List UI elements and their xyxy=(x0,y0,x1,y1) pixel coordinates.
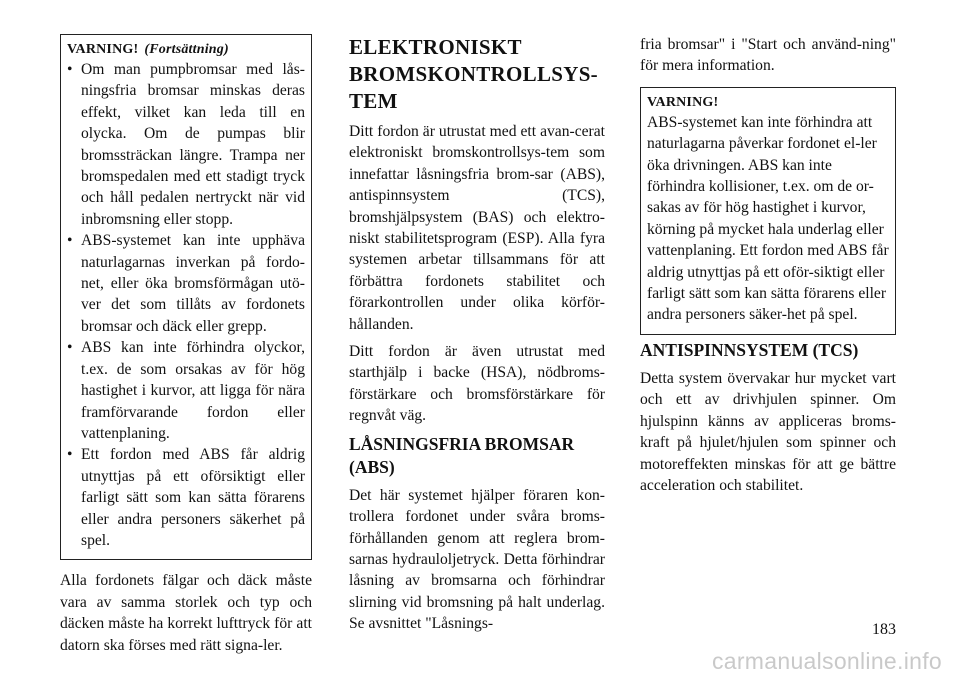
warning-box-abs xyxy=(640,87,896,335)
warning-label: VARNING! xyxy=(67,42,139,57)
abs-continued-text: fria bromsar" i "Start och använd-ning" för mera information. xyxy=(640,36,896,75)
ebc-paragraph-1: Ditt fordon är utrustat med ett avan-cerat elektroniskt bromskontrollsys-tem som innefattar låsningsfria brom-sar (ABS), antispinnsystem (TCS), bromshjälpsystem (BAS) och elektro-niskt stabilitetsprogram (ESP). Alla fyra systemen arbetar tillsammans för att förbättra fordonets stabilitet och förarkontrollen under olika körför-hållanden. xyxy=(349,123,605,333)
tire-paragraph: Alla fordonets fälgar och däck måste vara av samma storlek och typ och däcken måste ha korrekt lufttryck för att datorn ska förses med rätt signa-ler. xyxy=(60,572,312,654)
section-heading-abs: LÅSNINGSFRIA BROMSAR (ABS) xyxy=(349,433,575,477)
watermark: carmanualsonline.info xyxy=(711,648,942,674)
warning-bullet: • Ett fordon med ABS får aldrig utnyttjas på ett oförsiktigt eller farligt sätt som kan sätta förarens eller andra personers säkerhet på spel. xyxy=(67,444,305,551)
warning-continued-label: (Fortsättning) xyxy=(144,42,229,57)
warning-bullet: • Om man pumpbromsar med lås-ningsfria bromsar minskas deras effekt, vilket kan leda till en olycka. Om de pumpas blir bromssträckan längre. Trampa ner bromspedalen med ett stadigt tryck och håll pedalen nertryckt när vid inbromsning eller stopp. xyxy=(67,59,305,230)
section-heading-tcs: ANTISPINNSYSTEM (TCS) xyxy=(640,339,859,360)
column-left xyxy=(60,34,312,662)
warning-box-continued xyxy=(60,34,312,560)
section-title-ebc: ELEKTRONISKT BROMSKONTROLLSYS-TEM xyxy=(349,35,598,113)
page-number: 183 xyxy=(872,621,896,638)
abs-paragraph: Det här systemet hjälper föraren kon-trollera fordonet under svåra broms-förhållanden genom att reglera brom-sarnas hydrauloljetryck. Detta förhindrar låsning av bromsarna och förhindrar slirning vid bromsning på halt underlag. Se avsnittet "Låsnings- xyxy=(349,486,605,633)
warning-label: VARNING! xyxy=(647,94,719,110)
warning-heading xyxy=(67,41,305,59)
warning-text: ABS-systemet kan inte förhindra att naturlagarna påverkar fordonet el-ler öka drivningen. ABS kan inte förhindra kollisioner, t.ex. om de or-sakas av för hög hastighet i kurvor, körning på mycket hala underlag eller vattenplaning. Ett fordon med ABS får aldrig utnyttjas på ett oför-siktigt eller farligt sätt som kan sätta förarens eller andra personers säker-het på spel. xyxy=(647,113,889,324)
tcs-paragraph: Detta system övervakar hur mycket vart och ett av drivhjulen spinner. Om hjulspinn känns av appliceras broms-kraft på hjulet/hjulen som spinner och motoreffekten minskas för att ge bättre acceleration och stabilitet. xyxy=(640,369,896,494)
column-middle xyxy=(349,34,605,641)
warning-bullet: • ABS kan inte förhindra olyckor, t.ex. de som orsakas av för hög hastighet i kurvor, att ligga för nära framförvarande fordon eller vattenplaning. xyxy=(67,337,305,444)
ebc-paragraph-2: Ditt fordon är även utrustat med starthjälp i backe (HSA), nödbroms-förstärkare och bromsförstärkare för regnvåt väg. xyxy=(349,343,605,425)
column-right xyxy=(640,34,896,502)
warning-bullet: • ABS-systemet kan inte upphäva naturlagarnas inverkan på fordo-net, eller öka bromsförmågan utö-ver det som tillåts av fordonets bromsar och däck eller grepp. xyxy=(67,230,305,337)
warning-bullet-list xyxy=(67,59,305,551)
